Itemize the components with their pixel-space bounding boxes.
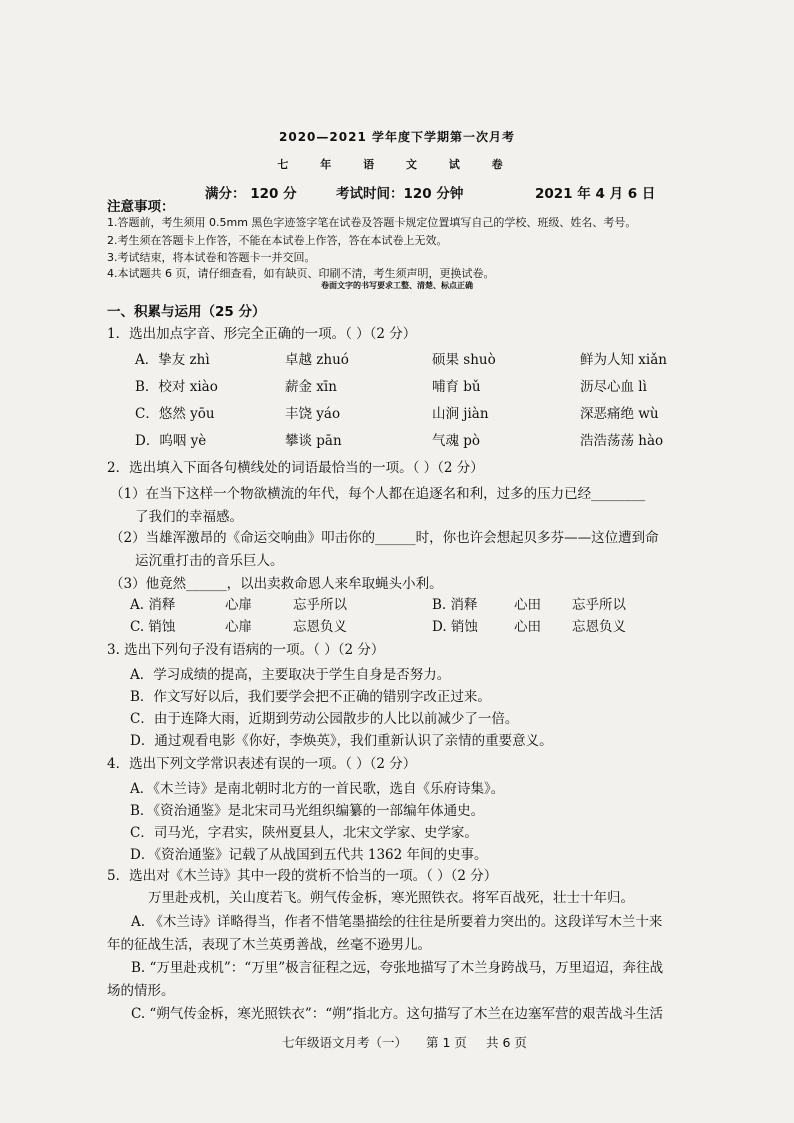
- writing-requirement: 卷面文字的书写要求工整、清楚、标点正确: [321, 281, 473, 290]
- q2-option: 心田: [514, 597, 541, 613]
- question-4-stem: 4．选出下列文学常识表述有误的一项。（ ）（2 分）: [107, 756, 417, 772]
- q5-option-b-cont: 场的情形。: [107, 983, 175, 999]
- q2-sentence: 运沉重打击的音乐巨人。: [135, 553, 284, 569]
- q2-option: 忘乎所以: [293, 597, 347, 613]
- question-5-stem: 5．选出对《木兰诗》其中一段的赏析不恰当的一项。（ ）（2 分）: [107, 868, 498, 884]
- question-3-stem: 3. 选出下列句子没有语病的一项。（ ）（2 分）: [107, 642, 385, 658]
- q2-option: C. 销蚀: [130, 619, 176, 635]
- q2-option: B. 消释: [432, 597, 478, 613]
- notes-heading: 注意事项：: [107, 199, 175, 215]
- q2-option: A. 消释: [130, 597, 176, 613]
- q1-option: 气魂 pò: [432, 433, 481, 449]
- exam-subtitle: 七 年 语 文 试 卷: [277, 158, 517, 171]
- full-score: 满分： 120 分: [205, 186, 297, 202]
- q3-option: A．学习成绩的提高，主要取决于学生自身是否努力。: [130, 667, 451, 683]
- section-heading: 一、积累与运用（25 分）: [107, 304, 266, 320]
- q4-option: C．司马光，字君实，陕州夏县人，北宋文学家、史学家。: [130, 825, 478, 841]
- q5-option-b: B. “万里赴戎机”：“万里”极言征程之远，夸张地描写了木兰身跨战马，万里迢迢，奔往战: [131, 960, 664, 976]
- q4-option: B．《资治通鉴》是北宋司马光组织编纂的一部编年体通史。: [130, 803, 485, 819]
- q3-option: C．由于连降大雨，近期到劳动公园散步的人比以前减少了一倍。: [130, 711, 519, 727]
- footer-total: 共 6 页: [486, 1035, 527, 1050]
- q1-option: 山涧 jiàn: [432, 406, 489, 422]
- exam-date: 2021 年 4 月 6 日: [535, 186, 656, 202]
- q2-sentence: （2）当雄浑激昂的《命运交响曲》叩击你的______时，你也许会想起贝多芬——这位遭到命: [110, 530, 659, 546]
- q5-option-c: C. “朔气传金柝，寒光照铁衣”：“朔”指北方。这句描写了木兰在边塞军营的艰苦战斗生活: [131, 1006, 664, 1022]
- q2-option: 忘乎所以: [572, 597, 626, 613]
- note-item: 4.本试题共 6 页，请仔细查看，如有缺页、印刷不清，考生须声明，更换试卷。: [107, 267, 495, 280]
- q3-option: B．作文写好以后，我们要学会把不正确的错别字改正过来。: [130, 689, 491, 705]
- q1-option: 深恶痛绝 wù: [580, 406, 659, 422]
- note-item: 3.考试结束，将本试卷和答题卡一并交回。: [107, 251, 316, 264]
- q5-option-a-cont: 年的征战生活，表现了木兰英勇善战，丝毫不逊男儿。: [107, 937, 431, 953]
- q5-passage: 万里赴戎机，关山度若飞。朔气传金柝，寒光照铁衣。将军百战死，壮士十年归。: [148, 890, 634, 906]
- q2-sentence: （1）在当下这样一个物欲横流的年代，每个人都在追逐名和利，过多的压力已经________: [110, 486, 646, 502]
- question-1-stem: 1．选出加点字音、形完全正确的一项。（ ）（2 分）: [107, 326, 417, 342]
- q2-sentence: 了我们的幸福感。: [135, 509, 243, 525]
- q1-option: 薪金 xīn: [285, 379, 337, 395]
- q2-option: 忘恩负义: [293, 619, 347, 635]
- q1-option: 卓越 zhuó: [285, 352, 349, 368]
- q3-option: D．通过观看电影《你好，李焕英》，我们重新认识了亲情的重要意义。: [130, 733, 553, 749]
- q1-option: 丰饶 yáo: [285, 406, 341, 422]
- q2-option: 心扉: [225, 619, 252, 635]
- q1-option: 哺育 bǔ: [432, 379, 481, 395]
- q2-sentence: （3）他竟然______，以出卖救命恩人来牟取蝇头小利。: [110, 576, 443, 592]
- q1-option: 鲜为人知 xiǎn: [580, 352, 667, 368]
- exam-time: 考试时间：120 分钟: [336, 186, 464, 202]
- q2-option: D. 销蚀: [432, 619, 478, 635]
- q1-option: B．校对 xiào: [135, 379, 218, 395]
- q2-option: 心扉: [225, 597, 252, 613]
- q2-option: 忘恩负义: [572, 619, 626, 635]
- footer-page: 第 1 页: [426, 1035, 467, 1050]
- footer-course: 七年级语文月考（一）: [282, 1035, 408, 1050]
- q4-option: A．《木兰诗》是南北朝时北方的一首民歌，选自《乐府诗集》。: [130, 781, 505, 797]
- q1-option: 浩浩荡荡 hào: [580, 433, 664, 449]
- note-item: 1.答题前，考生须用 0.5mm 黑色字迹签字笔在试卷及答题卡规定位置填写自己的学校、班级、姓名、考号。: [107, 216, 637, 229]
- q1-option: D．呜咽 yè: [135, 433, 207, 449]
- q1-option: C．悠然 yōu: [135, 406, 215, 422]
- note-item: 2.考生须在答题卡上作答，不能在本试卷上作答，答在本试卷上无效。: [107, 234, 448, 247]
- q1-option: 硕果 shuò: [432, 352, 496, 368]
- q5-option-a: A. 《木兰诗》详略得当，作者不惜笔墨描绘的往往是所要着力突出的。这段详写木兰十来: [131, 914, 663, 930]
- q1-option: A．挚友 zhì: [135, 352, 210, 368]
- question-2-stem: 2．选出填入下面各句横线处的词语最恰当的一项。（ ）（2 分）: [107, 460, 484, 476]
- q4-option: D．《资治通鉴》记载了从战国到五代共 1362 年间的史事。: [130, 847, 488, 863]
- exam-title: 2020—2021 学年度下学期第一次月考: [279, 130, 515, 144]
- q1-option: 沥尽心血 lì: [580, 379, 647, 395]
- q2-option: 心田: [514, 619, 541, 635]
- q1-option: 攀谈 pān: [285, 433, 342, 449]
